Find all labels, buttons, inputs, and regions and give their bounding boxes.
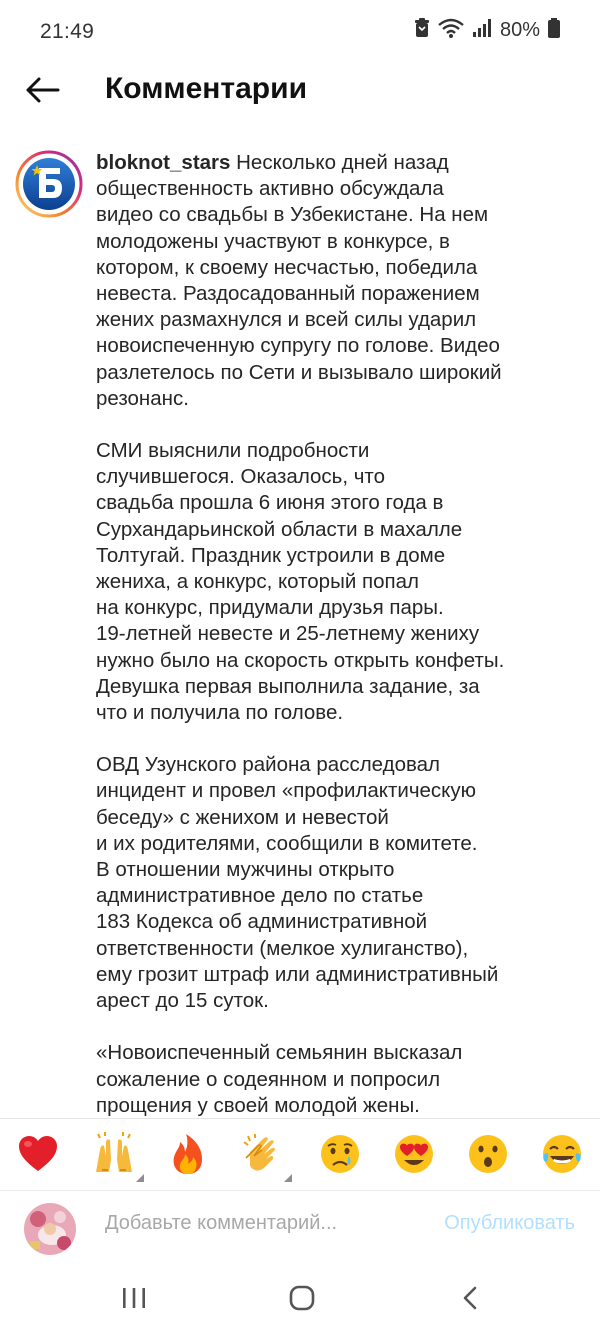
user-avatar[interactable] (24, 1203, 76, 1255)
raising-hands-emoji[interactable] (92, 1132, 136, 1176)
emoji-reaction-bar (0, 1126, 600, 1186)
crying-face-emoji[interactable] (318, 1132, 362, 1176)
fire-emoji[interactable] (166, 1132, 210, 1176)
heart-eyes-emoji[interactable] (392, 1132, 436, 1176)
comment-paragraph: ОВД Узунского района расследовал инцидент и провел «профилактическую беседу» с женихом и невестой и их родителями, сообщили в комитете. В отношении мужчины открыто административное дело по статье 183 Кодекса об административной ответственности (мелкое хулиганство), ему грозит штраф или административный арест до 15 суток. (96, 753, 499, 1013)
astonished-face-emoji[interactable] (466, 1132, 510, 1176)
comment-paragraph: СМИ выяснили подробности случившегося. Оказалось, что свадьба прошла 6 июня этого года в Сурхандарьинской области в махалле Толтугай. Праздник устроили в доме жениха, а конкурс, который попал на конкурс, придумали друзья пары. 19-летней невесте и 25-летнему жениху нужно было на скорость открыть конфеты. Девушка первая выполнила задание, за что и получила по голове. (96, 439, 505, 725)
divider (0, 1118, 600, 1119)
wifi-icon (438, 18, 464, 43)
trash-icon (414, 18, 430, 43)
comment-paragraph: «Новоиспеченный семьянин высказал сожаление о содеянном и попросил прощения у своей молодой жены. (96, 1041, 463, 1117)
comment-input-row (0, 1198, 600, 1260)
system-nav-bar (0, 1268, 600, 1332)
skin-tone-indicator (284, 1174, 292, 1182)
battery-icon (548, 18, 560, 43)
comment-paragraph (96, 150, 576, 412)
comment-input[interactable] (105, 1212, 405, 1235)
clapping-hands-emoji[interactable] (240, 1132, 284, 1176)
header (0, 64, 600, 120)
page-title: Комментарии (105, 72, 308, 105)
status-time: 21:49 (40, 20, 95, 43)
comment-username[interactable]: bloknot_stars (96, 151, 231, 174)
arrow-left-icon (24, 76, 60, 109)
comment-text: Несколько дней назад общественность активно обсуждала видео со свадьбы в Узбекистане. На нем молодожены участвуют в конкурсе, в котором, к своему несчастью, победила невеста. Раздосадованный поражением жених размахнулся и всей силы ударил новоиспеченную супругу по голове. Видео разлетелось по Сети и вызывало широкий резонанс. (96, 151, 502, 410)
home-button[interactable] (282, 1282, 322, 1318)
chevron-left-icon (460, 1285, 480, 1316)
comment (0, 148, 600, 1118)
home-icon (288, 1284, 316, 1317)
divider (0, 1190, 600, 1191)
red-heart-emoji[interactable] (16, 1132, 60, 1176)
tears-of-joy-emoji[interactable] (540, 1132, 584, 1176)
recent-apps-button[interactable] (114, 1282, 154, 1318)
back-nav-button[interactable] (450, 1282, 490, 1318)
recent-apps-icon (121, 1286, 147, 1315)
status-bar (0, 0, 600, 64)
comment-caption (96, 150, 576, 1118)
commenter-avatar[interactable] (15, 150, 83, 218)
back-button[interactable] (20, 70, 64, 114)
status-icons (414, 18, 560, 43)
publish-button[interactable]: Опубликовать (444, 1212, 575, 1234)
skin-tone-indicator (136, 1174, 144, 1182)
battery-percent: 80% (499, 19, 540, 41)
signal-icon (472, 18, 492, 43)
